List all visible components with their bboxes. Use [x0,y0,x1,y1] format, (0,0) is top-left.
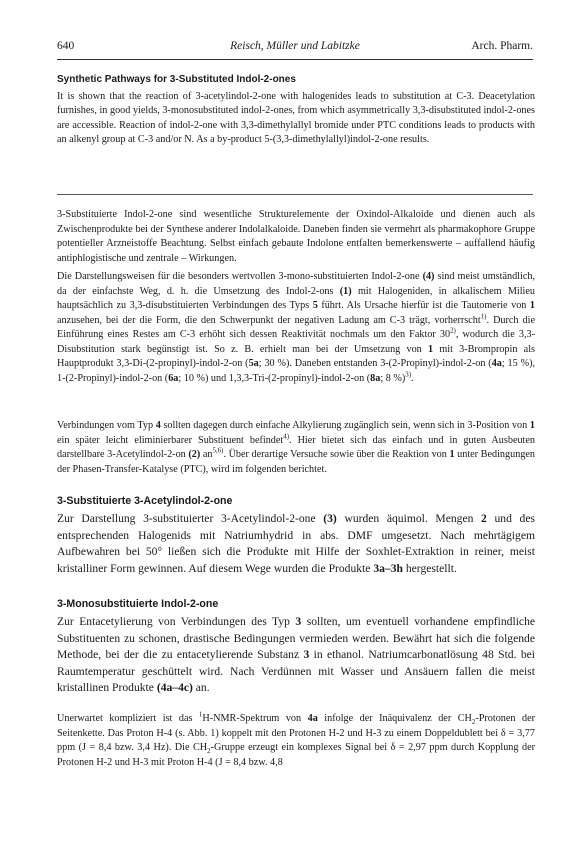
page-number: 640 [57,40,75,52]
journal-name: Arch. Pharm. [471,40,533,52]
running-authors: Reisch, Müller und Labitzke [230,40,360,52]
ref-superscript: 2) [450,327,456,335]
abstract-title: Synthetic Pathways for 3-Substituted Indol-2-ones [57,74,296,85]
ref-superscript: 1) [480,313,487,321]
section-text-monosubstituted: Zur Entacetylierung von Verbindungen des Typ 3 sollten, um eventuell vorhandene empfindliche Substituenten zu schonen, drastische Bedingungen vermieden werden. Bewährt hat sich die folgende Methode, bei der die zu entacetylierende Substanz 3 in ethanol. Natriumcarbonatlösung 48 Std. bei Raumtemperatur geschüttelt wird. Nach Verdünnen mit Wasser und Ansäuern fallen die meist kristallinen Produkte (4a–4c) an. [57,615,536,695]
abstract-text: It is shown that the reaction of 3-acetylindol-2-one with halogenides leads to substitution at C-3. Deacetylation furnishes, in good yields, 3-monosubstituted indol-2-ones, from which asymmetrically 3,3-disubstituted indol-2-ones are accessible. Reaction of indol-2-one with 3,3-dimethylallyl bromide under PTC conditions leads to products with an alkenyl group at C-3 and/or N. As a by-product 5-(3,3-dimethylallyl)indol-2-one results. [57,91,535,146]
ref-superscript: 3) [405,371,412,379]
intro-paragraph: 3-Substituierte Indol-2-one sind wesentliche Strukturelemente der Oxindol-Alkaloide und dienen auch als Zwischenprodukte bei der Synthese anderer Indolalkaloide. Daneben finden sie vermehrt als pharmakophore Gruppe potentieller Arzneistoffe Beachtung. Selbst einfach gebaute Indolone entfalten bemerkenswerte – auffallend häufig antiphlogistische und zentrale – Wirkungen. [57,209,535,264]
approach-paragraph: Verbindungen vom Typ 4 sollten dagegen durch einfache Alkylierung zugänglich sein, wenn sich in 3-Position von 1 ein später leicht eliminierbarer Substituent befindet$^{4)}$. Hier bietet sich das einfach und in guten Ausbeuten darstellbare 3-Acetylindol-2-on (2) an$^{5,6)}$. Über derartige Versuche sowie über die Reaktion von 1 unter Bedingungen der Phasen-Transfer-Katalyse (PTC), wird im folgenden berichtet. [57,420,536,475]
abstract-rule [57,194,533,195]
section-text-acetylindolones: Zur Darstellung 3-substituierter 3-Acetylindol-2-one (3) wurden äquimol. Mengen 2 und des entsprechenden Halogenids mit Natriumhydrid in abs. DMF umgesetzt. Nach mehrtägigem Aufbewahren bei 50° ließen sich die Produkte mit Hilfe der Soxhlet-Extraktion in reiner, meist kristalliner Form gewinnen. Auf diesem Wege wurden die Produkte 3a–3h hergestellt. [57,512,535,575]
section-heading-acetylindolones: 3-Substituierte 3-Acetylindol-2-one [57,495,233,507]
methods-paragraph: Die Darstellungsweisen für die besonders wertvollen 3-mono-substituierten Indol-2-one (4) sind meist umständlich, da der einfachste Weg, d. h. die Umsetzung des Indol-2-ons (1) mit Halogeniden, in alkalischem Milieu hauptsächlich zu 3,3-disubstituierten Verbindungen des Typs 5 führt. Als Ursache hierfür ist die Tautomerie von 1 anzusehen, bei der die Form, die den Schwerpunkt der negativen Ladung am C-3 trägt, vorherrscht$^{1)}$. Durch die Einführung eines Restes am C-3 erhöht sich dessen Reaktivität nochmals um den Faktor 30$^{2)}$, wodurch die 3,3-Disubstitution stark begünstigt ist. So z. B. erhielt man bei der Umsetzung von 1 mit 3-Brompropin als Hauptprodukt 3,3-Di-(2-propinyl)-indol-2-on (5a; 30 %). Daneben entstanden 3-(2-Propinyl)-indol-2-on (4a; 15 %), 1-(2-Propinyl)-indol-2-on (6a; 10 %) und 1,3,3-Tri-(2-propinyl)-indol-2-on (8a; 8 %)$^{3)}$. [57,271,536,384]
running-header [57,40,533,56]
section-heading-monosubstituted: 3-Monosubstituierte Indol-2-one [57,598,219,610]
ref-superscript: 4) [283,433,290,441]
ref-superscript: 5,6) [212,447,224,455]
header-rule [57,59,533,60]
nmr-paragraph: Unerwartet kompliziert ist das $^1$H-NMR-Spektrum von 4a infolge der Inäquivalenz der $CH_2$-Protonen der Seitenkette. Das Proton H-4 (s. Abb. 1) koppelt mit den Protonen H-2 und H-3 zu einem Doppeldublett bei δ = 3,77 ppm (J = 8,4 bzw. 3,4 Hz). Die $CH_2$-Gruppe erzeugt ein komplexes Signal bei δ = 2,97 ppm durch Kopplung der Protonen H-2 und H-3 mit Proton H-4 (J = 8,4 bzw. 4,8 [57,711,535,768]
